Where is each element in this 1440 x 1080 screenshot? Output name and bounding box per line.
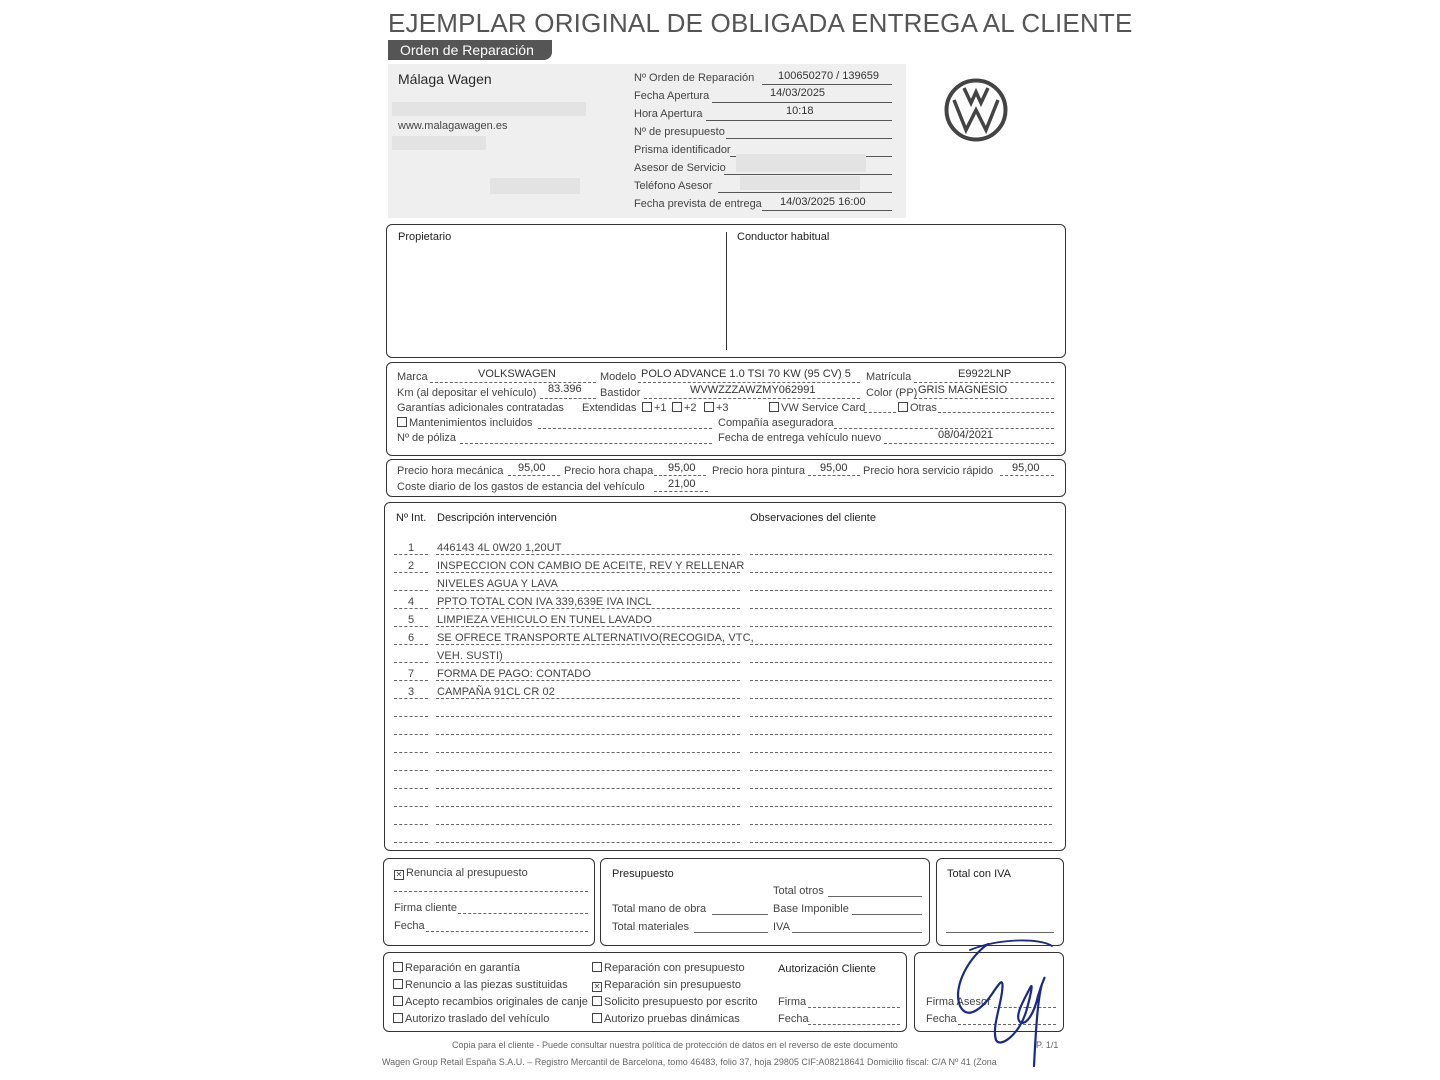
daily-storage-label: Coste diario de los gastos de estancia del vehículo (397, 481, 645, 493)
expected-delivery-label: Fecha prevista de entrega (634, 198, 762, 210)
budget-title: Presupuesto (612, 868, 674, 880)
extended-label: Extendidas (582, 402, 637, 414)
field-line (540, 398, 596, 399)
row-description-line (436, 590, 740, 591)
field-line (706, 120, 892, 121)
intervention-description: FORMA DE PAGO: CONTADO (437, 668, 591, 680)
field-line (508, 475, 560, 476)
opening-time-value: 10:18 (786, 105, 814, 117)
ext-option-3[interactable]: +3 (704, 402, 729, 414)
row-number-line (394, 842, 428, 843)
row-description-line (436, 698, 740, 699)
row-description-line (436, 842, 740, 843)
row-number-line (394, 698, 428, 699)
plate-label: Matrícula (866, 371, 912, 383)
intervention-description: INSPECCION CON CAMBIO DE ACEITE, REV Y RELLENAR (437, 560, 745, 572)
brand-label: Marca (397, 371, 428, 383)
ext-option-1[interactable]: +1 (642, 402, 667, 414)
order-number-value: 100650270 / 139659 (778, 70, 879, 82)
row-description-line (436, 554, 740, 555)
field-line (718, 192, 892, 193)
checkbox-icon[interactable] (393, 962, 403, 972)
row-number-line (394, 572, 428, 573)
field-line (914, 398, 1054, 399)
model-value: POLO ADVANCE 1.0 TSI 70 KW (95 CV) 5 (641, 368, 851, 380)
insurer-label: Compañía aseguradora (718, 417, 834, 429)
row-description-line (436, 752, 740, 753)
row-observation-line (750, 608, 1052, 609)
bodywork-rate-value: 95,00 (668, 462, 696, 474)
opening-time-label: Hora Apertura (634, 108, 703, 120)
advisor-firma-label: Firma Asesor (926, 996, 991, 1008)
field-line (712, 914, 768, 915)
redacted-advisor (736, 154, 866, 172)
checkbox-icon[interactable] (393, 1013, 403, 1023)
document-subtitle: Orden de Reparación (388, 40, 552, 60)
field-line (808, 1007, 900, 1008)
field-line (808, 1024, 900, 1025)
page-number: P. 1/1 (1036, 1040, 1059, 1050)
service-advisor-label: Asesor de Servicio (634, 162, 726, 174)
checkbox-icon[interactable] (397, 417, 407, 427)
copy-note: Copia para el cliente - Puede consultar nuestra política de protección de datos en el reverso de este documento (452, 1040, 898, 1050)
vat-label: IVA (773, 921, 790, 933)
authorization-option-label: Renuncio a las piezas sustituidas (405, 979, 568, 991)
col-header-observations: Observaciones del cliente (750, 512, 876, 524)
field-line (852, 914, 922, 915)
row-description-line (436, 716, 740, 717)
field-line (762, 210, 892, 211)
authorization-option-label: Autorizo traslado del vehículo (405, 1013, 550, 1025)
checkbox-icon[interactable]: ✕ (593, 982, 601, 991)
authorization-option-label: Solicito presupuesto por escrito (604, 996, 758, 1008)
row-observation-line (750, 770, 1052, 771)
intervention-number: 5 (407, 614, 415, 626)
intervention-number: 3 (407, 686, 415, 698)
authorization-option[interactable] (393, 996, 588, 1008)
taxable-base-label: Base Imponible (773, 903, 849, 915)
intervention-number: 1 (407, 542, 415, 554)
plate-value: E9922LNP (958, 368, 1012, 380)
intervention-description: 446143 4L 0W20 1,20UT (437, 542, 562, 554)
row-description-line (436, 626, 740, 627)
brand-value: VOLKSWAGEN (478, 368, 556, 380)
total-vat-title: Total con IVA (947, 868, 1011, 880)
row-observation-line (750, 698, 1052, 699)
field-line (426, 931, 588, 932)
driver-label: Conductor habitual (737, 231, 830, 243)
row-number-line (394, 554, 428, 555)
authorization-option[interactable] (393, 979, 568, 991)
vw-logo-icon (944, 78, 1008, 142)
field-line (884, 443, 1054, 444)
dealer-name: Málaga Wagen (398, 71, 492, 87)
row-observation-line (750, 572, 1052, 573)
col-header-number: Nº Int. (396, 512, 427, 524)
new-vehicle-delivery-label: Fecha de entrega vehículo nuevo (718, 432, 882, 444)
row-observation-line (750, 554, 1052, 555)
opening-date-value: 14/03/2025 (770, 87, 826, 99)
daily-storage-value: 21,00 (668, 478, 696, 490)
field-line (712, 102, 892, 103)
row-description-line (436, 572, 740, 573)
prism-id-label: Prisma identificador (634, 144, 731, 156)
authorization-option-label: Reparación sin presupuesto (604, 979, 741, 991)
authorization-option[interactable] (592, 1013, 740, 1025)
advisor-phone-label: Teléfono Asesor (634, 180, 713, 192)
checkbox-icon[interactable] (592, 962, 602, 972)
order-number-label: Nº Orden de Reparación (634, 72, 755, 84)
intervention-description: LIMPIEZA VEHICULO EN TUNEL LAVADO (437, 614, 653, 626)
policy-label: Nº de póliza (397, 432, 457, 444)
row-number-line (394, 824, 428, 825)
row-description-line (436, 644, 740, 645)
field-line (654, 491, 708, 492)
km-value: 83.396 (548, 383, 582, 395)
authorization-title: Autorización Cliente (778, 963, 876, 975)
bodywork-rate-label: Precio hora chapa (564, 465, 654, 477)
redacted-address (392, 102, 586, 116)
waiver-date-label: Fecha (394, 920, 425, 932)
row-observation-line (750, 626, 1052, 627)
row-observation-line (750, 680, 1052, 681)
authorization-option[interactable] (592, 962, 745, 974)
field-line (638, 382, 860, 383)
intervention-description: SE OFRECE TRANSPORTE ALTERNATIVO(RECOGIDA, VTC, (437, 632, 754, 644)
client-firma-label: Firma (778, 996, 807, 1008)
intervention-description: NIVELES AGUA Y LAVA (437, 578, 558, 590)
field-line (460, 443, 712, 444)
paint-rate-label: Precio hora pintura (712, 465, 805, 477)
field-line (726, 138, 892, 139)
field-line (808, 475, 860, 476)
redacted-info (490, 178, 580, 194)
row-observation-line (750, 824, 1052, 825)
authorization-option-label: Autorizo pruebas dinámicas (604, 1013, 740, 1025)
redacted-advisor-phone (740, 176, 860, 190)
new-vehicle-delivery-value: 08/04/2021 (938, 429, 994, 441)
row-number-line (394, 608, 428, 609)
quick-service-rate-label: Precio hora servicio rápido (863, 465, 994, 477)
client-signature-label: Firma cliente (394, 902, 457, 914)
intervention-description: PPTO TOTAL CON IVA 339,639E IVA INCL (437, 596, 652, 608)
row-description-line (436, 734, 740, 735)
other-warranty-option[interactable]: Otras (898, 402, 937, 414)
row-number-line (394, 734, 428, 735)
budget-number-label: Nº de presupuesto (634, 126, 725, 138)
field-line (914, 382, 1054, 383)
row-observation-line (750, 788, 1052, 789)
authorization-option-label: Acepto recambios originales de canje (405, 996, 588, 1008)
field-line (792, 932, 922, 933)
row-description-line (436, 806, 740, 807)
legal-footer: Wagen Group Retail España S.A.U. – Registro Mercantil de Barcelona, tomo 46483, folio 37, hoja 29805 CIF:A08218641 Domicilio fiscal: C/A Nº 41 (Zona (382, 1057, 997, 1067)
row-observation-line (750, 644, 1052, 645)
intervention-number: 2 (407, 560, 415, 572)
checkbox-icon[interactable] (672, 402, 682, 412)
waiver-option[interactable]: ✕ Renuncia al presupuesto (395, 867, 528, 879)
field-line (864, 412, 896, 413)
advisor-fecha-label: Fecha (926, 1013, 957, 1025)
color-label: Color (PP) (866, 387, 918, 399)
field-line (394, 891, 588, 892)
row-description-line (436, 824, 740, 825)
checkbox-icon[interactable] (592, 1013, 602, 1023)
row-observation-line (750, 716, 1052, 717)
document-title: EJEMPLAR ORIGINAL DE OBLIGADA ENTREGA AL CLIENTE (388, 8, 1133, 38)
row-number-line (394, 680, 428, 681)
field-line (938, 412, 1054, 413)
intervention-number: 4 (407, 596, 415, 608)
total-others-label: Total otros (773, 885, 824, 897)
field-line (694, 932, 768, 933)
checkbox-icon[interactable] (898, 402, 908, 412)
intervention-description: CAMPAÑA 91CL CR 02 (437, 686, 555, 698)
field-line (538, 428, 712, 429)
field-line (654, 475, 706, 476)
row-description-line (436, 770, 740, 771)
field-line (644, 398, 860, 399)
row-observation-line (750, 806, 1052, 807)
row-observation-line (750, 752, 1052, 753)
checkbox-icon[interactable] (769, 402, 779, 412)
field-line (762, 84, 892, 85)
ext-option-2[interactable]: +2 (672, 402, 697, 414)
owner-label: Propietario (398, 231, 452, 243)
checkbox-icon[interactable] (592, 996, 602, 1006)
row-observation-line (750, 734, 1052, 735)
row-number-line (394, 806, 428, 807)
row-observation-line (750, 662, 1052, 663)
maintenance-option[interactable]: Mantenimientos incluidos (397, 417, 533, 429)
warranties-label: Garantías adicionales contratadas (397, 402, 564, 414)
col-header-description: Descripción intervención (437, 512, 557, 524)
intervention-description: VEH. SUSTI) (437, 650, 503, 662)
field-line (458, 913, 588, 914)
color-value: GRIS MAGNESIO (918, 384, 1008, 396)
redacted-phone (392, 136, 486, 150)
row-number-line (394, 716, 428, 717)
expected-delivery-value: 14/03/2025 16:00 (780, 196, 866, 208)
parties-divider (726, 232, 727, 350)
vin-label: Bastidor (600, 387, 641, 399)
paint-rate-value: 95,00 (820, 462, 848, 474)
vw-service-card-option[interactable]: VW Service Card (769, 402, 865, 414)
total-labor-label: Total mano de obra (612, 903, 707, 915)
authorization-option[interactable] (393, 962, 520, 974)
field-line (1000, 475, 1054, 476)
row-number-line (394, 644, 428, 645)
authorization-option-label: Reparación en garantía (405, 962, 520, 974)
km-label: Km (al depositar el vehículo) (397, 387, 537, 399)
mechanic-rate-value: 95,00 (518, 462, 546, 474)
row-number-line (394, 626, 428, 627)
model-label: Modelo (600, 371, 637, 383)
checkbox-icon[interactable] (393, 979, 403, 989)
total-materials-label: Total materiales (612, 921, 690, 933)
field-line (828, 896, 922, 897)
row-number-line (394, 788, 428, 789)
intervention-number: 6 (407, 632, 415, 644)
vin-value: WVWZZZAWZMY062991 (690, 384, 816, 396)
row-number-line (394, 752, 428, 753)
row-number-line (394, 770, 428, 771)
opening-date-label: Fecha Apertura (634, 90, 710, 102)
authorization-option[interactable] (393, 1013, 549, 1025)
checkbox-icon[interactable] (704, 402, 714, 412)
intervention-number: 7 (407, 668, 415, 680)
row-number-line (394, 662, 428, 663)
authorization-option-label: Reparación con presupuesto (604, 962, 745, 974)
mechanic-rate-label: Precio hora mecánica (397, 465, 504, 477)
field-line (724, 174, 892, 175)
authorization-option[interactable] (592, 979, 741, 992)
row-description-line (436, 788, 740, 789)
row-description-line (436, 608, 740, 609)
client-fecha-label: Fecha (778, 1013, 809, 1025)
row-observation-line (750, 590, 1052, 591)
quick-service-rate-value: 95,00 (1012, 462, 1040, 474)
authorization-option[interactable] (592, 996, 757, 1008)
row-description-line (436, 680, 740, 681)
row-description-line (436, 662, 740, 663)
checkbox-icon[interactable] (642, 402, 652, 412)
row-number-line (394, 590, 428, 591)
checkbox-icon[interactable]: ✕ (395, 870, 403, 879)
checkbox-icon[interactable] (393, 996, 403, 1006)
row-observation-line (750, 842, 1052, 843)
handwritten-signature (930, 936, 1070, 1076)
dealer-website: www.malagawagen.es (398, 120, 508, 132)
field-line (946, 932, 1054, 933)
